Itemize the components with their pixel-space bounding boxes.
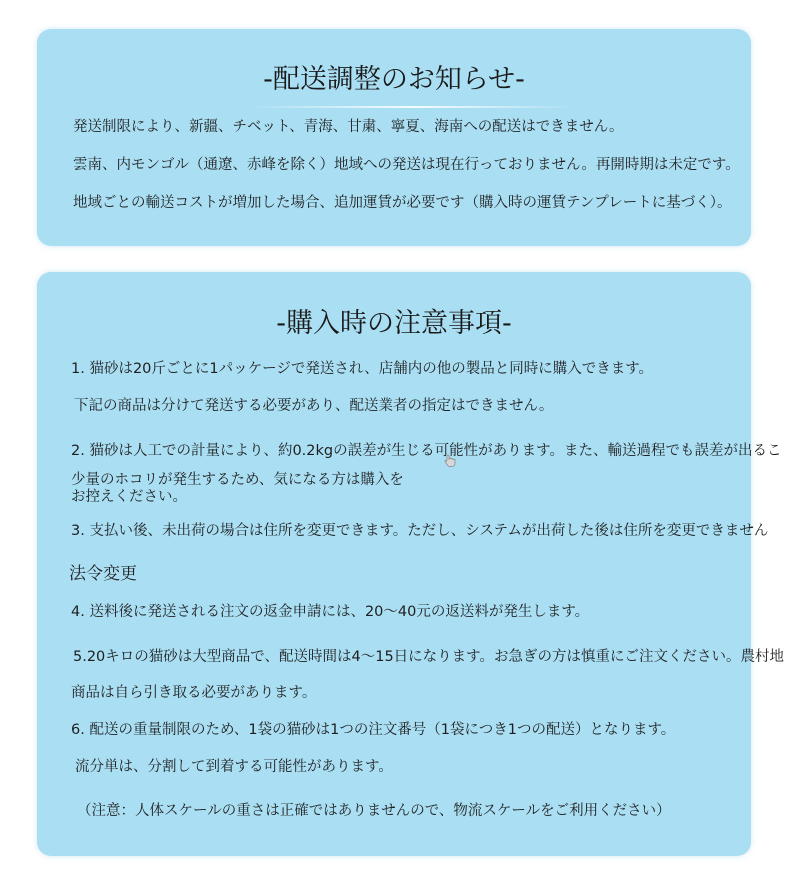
shipping-notice-card	[37, 29, 751, 246]
notice-line-1: 発送制限により、新疆、チベット、青海、甘粛、寧夏、海南への配送はできません。	[73, 119, 624, 135]
precaution-item-2-note-1: 少量のホコリが発生するため、気になる方は購入を	[71, 472, 404, 488]
precaution-item-1: 1. 猫砂は20斤ごとに1パッケージで発送され、店舗内の他の製品と同時に購入できます。	[71, 361, 654, 377]
precaution-item-5-note: 商品は自ら引き取る必要があります。	[71, 685, 317, 701]
precaution-item-3-note: 法令変更	[69, 564, 137, 584]
precaution-item-2-note-2: お控えください。	[71, 489, 187, 505]
precaution-item-2: 2. 猫砂は人工での計量により、約0.2kgの誤差が生じる可能性があります。また、輸送過程でも誤差が出るこ	[71, 443, 782, 459]
precaution-item-3: 3. 支払い後、未出荷の場合は住所を変更できます。ただし、システムが出荷した後は住所を変更できません	[71, 523, 769, 539]
precaution-item-1-note: 下記の商品は分けて発送する必要があり、配送業者の指定はできません。	[74, 398, 554, 414]
notice-line-2: 雲南、内モンゴル（通遼、赤峰を除く）地域への発送は現在行っておりません。再開時期は未定です。	[73, 157, 740, 173]
precaution-footnote: （注意：人体スケールの重さは正確ではありませんので、物流スケールをご利用ください）	[77, 803, 671, 819]
title-divider	[249, 106, 579, 108]
purchase-precautions-card	[37, 272, 785, 856]
precaution-item-6: 6. 配送の重量制限のため、1袋の猫砂は1つの注文番号（1袋につき1つの配送）となります。	[71, 722, 676, 738]
precautions-title: -購入時の注意事項-	[276, 308, 512, 339]
precaution-item-6-note: 流分単は、分割して到着する可能性があります。	[75, 759, 393, 775]
precaution-item-5: 5.20キロの猫砂は大型商品で、配送時間は4～15日になります。お急ぎの方は慎重にご注文ください。農村地	[73, 649, 785, 665]
shipping-notice-title: -配送調整のお知らせ-	[263, 64, 525, 95]
hand-cursor-icon	[443, 454, 458, 468]
notice-line-3: 地域ごとの輸送コストが増加した場合、追加運賃が必要です（購入時の運賃テンプレートに基づく）。	[73, 195, 732, 211]
precaution-item-4: 4. 送料後に発送される注文の返金申請には、20～40元の返送料が発生します。	[71, 604, 590, 620]
